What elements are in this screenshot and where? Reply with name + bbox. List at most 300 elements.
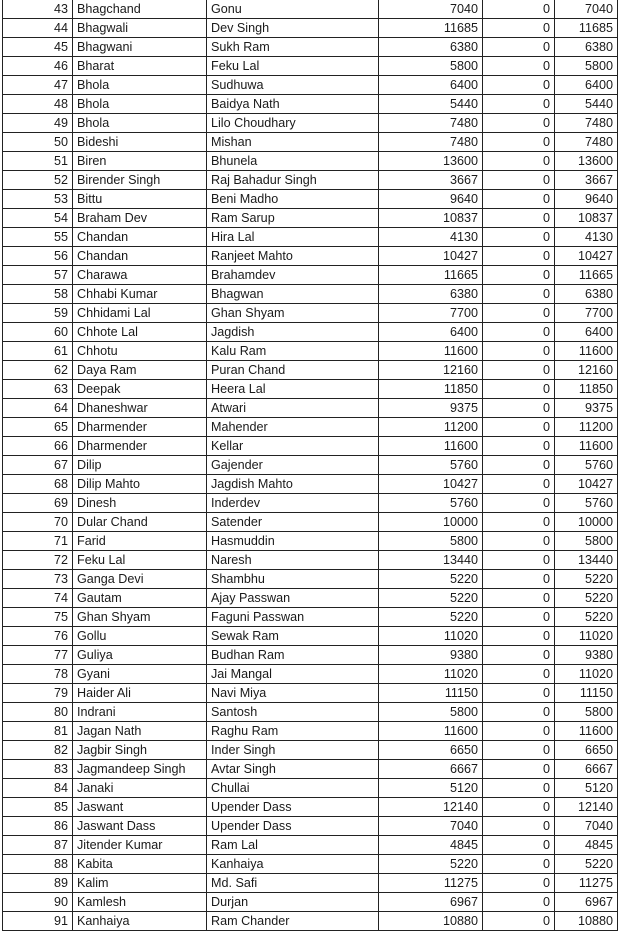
deduction-cell: 0 [483, 817, 555, 836]
deduction-cell: 0 [483, 171, 555, 190]
table-row [3, 76, 618, 95]
father-name-cell: Beni Madho [207, 190, 379, 209]
deduction-cell: 0 [483, 589, 555, 608]
father-name-cell: Bhagwan [207, 285, 379, 304]
father-name-cell: Raj Bahadur Singh [207, 171, 379, 190]
table-row [3, 0, 618, 19]
deduction-cell: 0 [483, 247, 555, 266]
serial-cell: 57 [3, 266, 73, 285]
table-row [3, 399, 618, 418]
deduction-cell: 0 [483, 665, 555, 684]
father-name-cell: Md. Safi [207, 874, 379, 893]
serial-cell: 83 [3, 760, 73, 779]
name-cell: Gollu [73, 627, 207, 646]
deduction-cell: 0 [483, 494, 555, 513]
table-row [3, 304, 618, 323]
table-row [3, 760, 618, 779]
name-cell: Deepak [73, 380, 207, 399]
net-amount-cell: 5220 [555, 608, 618, 627]
table-row [3, 342, 618, 361]
net-amount-cell: 12140 [555, 798, 618, 817]
name-cell: Farid [73, 532, 207, 551]
deduction-cell: 0 [483, 38, 555, 57]
father-name-cell: Raghu Ram [207, 722, 379, 741]
name-cell: Bhola [73, 76, 207, 95]
serial-cell: 43 [3, 0, 73, 19]
father-name-cell: Ram Chander [207, 912, 379, 931]
net-amount-cell: 12160 [555, 361, 618, 380]
net-amount-cell: 5800 [555, 532, 618, 551]
table-row [3, 95, 618, 114]
net-amount-cell: 6400 [555, 323, 618, 342]
net-amount-cell: 4130 [555, 228, 618, 247]
father-name-cell: Bhunela [207, 152, 379, 171]
father-name-cell: Ranjeet Mahto [207, 247, 379, 266]
deduction-cell: 0 [483, 209, 555, 228]
net-amount-cell: 6400 [555, 76, 618, 95]
serial-cell: 59 [3, 304, 73, 323]
amount-cell: 5760 [379, 494, 483, 513]
table-row [3, 266, 618, 285]
father-name-cell: Ajay Passwan [207, 589, 379, 608]
serial-cell: 52 [3, 171, 73, 190]
name-cell: Dinesh [73, 494, 207, 513]
name-cell: Chhote Lal [73, 323, 207, 342]
deduction-cell: 0 [483, 570, 555, 589]
table-row [3, 285, 618, 304]
net-amount-cell: 9380 [555, 646, 618, 665]
amount-cell: 11600 [379, 437, 483, 456]
serial-cell: 54 [3, 209, 73, 228]
amount-cell: 10427 [379, 247, 483, 266]
net-amount-cell: 11600 [555, 342, 618, 361]
table-row [3, 836, 618, 855]
table-row [3, 513, 618, 532]
father-name-cell: Satender [207, 513, 379, 532]
serial-cell: 89 [3, 874, 73, 893]
net-amount-cell: 6667 [555, 760, 618, 779]
name-cell: Feku Lal [73, 551, 207, 570]
name-cell: Jaswant [73, 798, 207, 817]
serial-cell: 77 [3, 646, 73, 665]
table-row [3, 247, 618, 266]
serial-cell: 68 [3, 475, 73, 494]
serial-cell: 56 [3, 247, 73, 266]
deduction-cell: 0 [483, 627, 555, 646]
serial-cell: 46 [3, 57, 73, 76]
deduction-cell: 0 [483, 646, 555, 665]
father-name-cell: Ghan Shyam [207, 304, 379, 323]
net-amount-cell: 7480 [555, 114, 618, 133]
deduction-cell: 0 [483, 760, 555, 779]
deduction-cell: 0 [483, 684, 555, 703]
deduction-cell: 0 [483, 304, 555, 323]
father-name-cell: Santosh [207, 703, 379, 722]
table-row [3, 779, 618, 798]
net-amount-cell: 9640 [555, 190, 618, 209]
deduction-cell: 0 [483, 513, 555, 532]
net-amount-cell: 10000 [555, 513, 618, 532]
table-row [3, 475, 618, 494]
deduction-cell: 0 [483, 361, 555, 380]
deduction-cell: 0 [483, 266, 555, 285]
table-row [3, 532, 618, 551]
amount-cell: 11150 [379, 684, 483, 703]
name-cell: Jagan Nath [73, 722, 207, 741]
father-name-cell: Durjan [207, 893, 379, 912]
table-row [3, 19, 618, 38]
serial-cell: 47 [3, 76, 73, 95]
father-name-cell: Feku Lal [207, 57, 379, 76]
name-cell: Jagmandeep Singh [73, 760, 207, 779]
serial-cell: 73 [3, 570, 73, 589]
name-cell: Braham Dev [73, 209, 207, 228]
serial-cell: 70 [3, 513, 73, 532]
net-amount-cell: 7480 [555, 133, 618, 152]
serial-cell: 55 [3, 228, 73, 247]
name-cell: Gyani [73, 665, 207, 684]
father-name-cell: Jagdish [207, 323, 379, 342]
father-name-cell: Jagdish Mahto [207, 475, 379, 494]
deduction-cell: 0 [483, 114, 555, 133]
serial-cell: 85 [3, 798, 73, 817]
amount-cell: 11665 [379, 266, 483, 285]
amount-cell: 12140 [379, 798, 483, 817]
name-cell: Bhola [73, 114, 207, 133]
serial-cell: 58 [3, 285, 73, 304]
amount-cell: 6380 [379, 285, 483, 304]
name-cell: Kalim [73, 874, 207, 893]
deduction-cell: 0 [483, 76, 555, 95]
net-amount-cell: 11020 [555, 627, 618, 646]
table-row [3, 437, 618, 456]
deduction-cell: 0 [483, 798, 555, 817]
net-amount-cell: 5440 [555, 95, 618, 114]
deduction-cell: 0 [483, 228, 555, 247]
deduction-cell: 0 [483, 399, 555, 418]
net-amount-cell: 5220 [555, 855, 618, 874]
father-name-cell: Brahamdev [207, 266, 379, 285]
serial-cell: 64 [3, 399, 73, 418]
table-row [3, 323, 618, 342]
father-name-cell: Jai Mangal [207, 665, 379, 684]
deduction-cell: 0 [483, 418, 555, 437]
table-row [3, 855, 618, 874]
amount-cell: 6400 [379, 323, 483, 342]
amount-cell: 6380 [379, 38, 483, 57]
table-row [3, 152, 618, 171]
father-name-cell: Lilo Choudhary [207, 114, 379, 133]
amount-cell: 5800 [379, 703, 483, 722]
name-cell: Bhagchand [73, 0, 207, 19]
amount-cell: 11020 [379, 665, 483, 684]
name-cell: Dharmender [73, 437, 207, 456]
deduction-cell: 0 [483, 532, 555, 551]
name-cell: Chhabi Kumar [73, 285, 207, 304]
net-amount-cell: 10427 [555, 247, 618, 266]
serial-cell: 84 [3, 779, 73, 798]
amount-cell: 5760 [379, 456, 483, 475]
father-name-cell: Mishan [207, 133, 379, 152]
name-cell: Indrani [73, 703, 207, 722]
table-row [3, 741, 618, 760]
deduction-cell: 0 [483, 342, 555, 361]
name-cell: Ganga Devi [73, 570, 207, 589]
table-row [3, 209, 618, 228]
serial-cell: 80 [3, 703, 73, 722]
father-name-cell: Mahender [207, 418, 379, 437]
serial-cell: 49 [3, 114, 73, 133]
net-amount-cell: 3667 [555, 171, 618, 190]
table-row [3, 190, 618, 209]
father-name-cell: Heera Lal [207, 380, 379, 399]
amount-cell: 6667 [379, 760, 483, 779]
serial-cell: 76 [3, 627, 73, 646]
name-cell: Dhaneshwar [73, 399, 207, 418]
table-row [3, 361, 618, 380]
table-row [3, 114, 618, 133]
net-amount-cell: 11685 [555, 19, 618, 38]
net-amount-cell: 11020 [555, 665, 618, 684]
amount-cell: 11850 [379, 380, 483, 399]
table-row [3, 817, 618, 836]
amount-cell: 10000 [379, 513, 483, 532]
net-amount-cell: 5800 [555, 57, 618, 76]
net-amount-cell: 4845 [555, 836, 618, 855]
deduction-cell: 0 [483, 456, 555, 475]
deduction-cell: 0 [483, 722, 555, 741]
amount-cell: 5220 [379, 589, 483, 608]
net-amount-cell: 11850 [555, 380, 618, 399]
name-cell: Chhotu [73, 342, 207, 361]
father-name-cell: Sukh Ram [207, 38, 379, 57]
net-amount-cell: 11150 [555, 684, 618, 703]
serial-cell: 63 [3, 380, 73, 399]
table-row [3, 133, 618, 152]
serial-cell: 48 [3, 95, 73, 114]
deduction-cell: 0 [483, 779, 555, 798]
amount-cell: 9380 [379, 646, 483, 665]
table-row [3, 627, 618, 646]
table-row [3, 57, 618, 76]
name-cell: Jagbir Singh [73, 741, 207, 760]
name-cell: Dharmender [73, 418, 207, 437]
deduction-cell: 0 [483, 893, 555, 912]
name-cell: Bharat [73, 57, 207, 76]
father-name-cell: Budhan Ram [207, 646, 379, 665]
amount-cell: 11600 [379, 342, 483, 361]
table-row [3, 171, 618, 190]
father-name-cell: Atwari [207, 399, 379, 418]
serial-cell: 53 [3, 190, 73, 209]
amount-cell: 10837 [379, 209, 483, 228]
serial-cell: 86 [3, 817, 73, 836]
name-cell: Birender Singh [73, 171, 207, 190]
father-name-cell: Upender Dass [207, 798, 379, 817]
net-amount-cell: 6650 [555, 741, 618, 760]
table-row [3, 418, 618, 437]
father-name-cell: Gajender [207, 456, 379, 475]
name-cell: Bhola [73, 95, 207, 114]
deduction-cell: 0 [483, 836, 555, 855]
serial-cell: 65 [3, 418, 73, 437]
net-amount-cell: 11600 [555, 722, 618, 741]
serial-cell: 90 [3, 893, 73, 912]
net-amount-cell: 11275 [555, 874, 618, 893]
name-cell: Jaswant Dass [73, 817, 207, 836]
deduction-cell: 0 [483, 912, 555, 931]
deduction-cell: 0 [483, 380, 555, 399]
net-amount-cell: 5120 [555, 779, 618, 798]
deduction-cell: 0 [483, 551, 555, 570]
father-name-cell: Avtar Singh [207, 760, 379, 779]
serial-cell: 44 [3, 19, 73, 38]
name-cell: Chhidami Lal [73, 304, 207, 323]
serial-cell: 62 [3, 361, 73, 380]
net-amount-cell: 5220 [555, 589, 618, 608]
name-cell: Ghan Shyam [73, 608, 207, 627]
net-amount-cell: 5760 [555, 494, 618, 513]
serial-cell: 75 [3, 608, 73, 627]
name-cell: Bideshi [73, 133, 207, 152]
net-amount-cell: 7040 [555, 817, 618, 836]
table-row [3, 722, 618, 741]
deduction-cell: 0 [483, 703, 555, 722]
serial-cell: 74 [3, 589, 73, 608]
name-cell: Bittu [73, 190, 207, 209]
amount-cell: 4845 [379, 836, 483, 855]
father-name-cell: Sewak Ram [207, 627, 379, 646]
net-amount-cell: 9375 [555, 399, 618, 418]
father-name-cell: Hira Lal [207, 228, 379, 247]
serial-cell: 50 [3, 133, 73, 152]
name-cell: Kabita [73, 855, 207, 874]
amount-cell: 11200 [379, 418, 483, 437]
deduction-cell: 0 [483, 152, 555, 171]
name-cell: Janaki [73, 779, 207, 798]
father-name-cell: Puran Chand [207, 361, 379, 380]
amount-cell: 7040 [379, 817, 483, 836]
table-row [3, 874, 618, 893]
net-amount-cell: 6380 [555, 38, 618, 57]
father-name-cell: Gonu [207, 0, 379, 19]
net-amount-cell: 6967 [555, 893, 618, 912]
name-cell: Kanhaiya [73, 912, 207, 931]
net-amount-cell: 5800 [555, 703, 618, 722]
deduction-cell: 0 [483, 608, 555, 627]
deduction-cell: 0 [483, 285, 555, 304]
net-amount-cell: 11200 [555, 418, 618, 437]
deduction-cell: 0 [483, 475, 555, 494]
deduction-cell: 0 [483, 323, 555, 342]
deduction-cell: 0 [483, 190, 555, 209]
name-cell: Charawa [73, 266, 207, 285]
amount-cell: 5800 [379, 57, 483, 76]
father-name-cell: Dev Singh [207, 19, 379, 38]
net-amount-cell: 10427 [555, 475, 618, 494]
table-row [3, 703, 618, 722]
net-amount-cell: 13600 [555, 152, 618, 171]
serial-cell: 79 [3, 684, 73, 703]
table-row [3, 608, 618, 627]
net-amount-cell: 5220 [555, 570, 618, 589]
father-name-cell: Shambhu [207, 570, 379, 589]
father-name-cell: Kanhaiya [207, 855, 379, 874]
amount-cell: 11685 [379, 19, 483, 38]
father-name-cell: Kalu Ram [207, 342, 379, 361]
net-amount-cell: 11665 [555, 266, 618, 285]
table-body [3, 0, 618, 931]
amount-cell: 5440 [379, 95, 483, 114]
amount-cell: 12160 [379, 361, 483, 380]
table-row [3, 380, 618, 399]
serial-cell: 82 [3, 741, 73, 760]
net-amount-cell: 7700 [555, 304, 618, 323]
serial-cell: 45 [3, 38, 73, 57]
serial-cell: 78 [3, 665, 73, 684]
table-row [3, 551, 618, 570]
net-amount-cell: 11600 [555, 437, 618, 456]
amount-cell: 11600 [379, 722, 483, 741]
serial-cell: 72 [3, 551, 73, 570]
amount-cell: 5800 [379, 532, 483, 551]
amount-cell: 11020 [379, 627, 483, 646]
serial-cell: 51 [3, 152, 73, 171]
father-name-cell: Chullai [207, 779, 379, 798]
net-amount-cell: 10837 [555, 209, 618, 228]
amount-cell: 10427 [379, 475, 483, 494]
net-amount-cell: 10880 [555, 912, 618, 931]
amount-cell: 5220 [379, 608, 483, 627]
amount-cell: 6650 [379, 741, 483, 760]
father-name-cell: Faguni Passwan [207, 608, 379, 627]
deduction-cell: 0 [483, 437, 555, 456]
father-name-cell: Inder Singh [207, 741, 379, 760]
deduction-cell: 0 [483, 57, 555, 76]
payment-table [2, 0, 618, 931]
table-row [3, 798, 618, 817]
deduction-cell: 0 [483, 19, 555, 38]
name-cell: Dular Chand [73, 513, 207, 532]
amount-cell: 7040 [379, 0, 483, 19]
serial-cell: 87 [3, 836, 73, 855]
name-cell: Chandan [73, 247, 207, 266]
table-row [3, 684, 618, 703]
father-name-cell: Kellar [207, 437, 379, 456]
father-name-cell: Inderdev [207, 494, 379, 513]
table-row [3, 665, 618, 684]
amount-cell: 13440 [379, 551, 483, 570]
deduction-cell: 0 [483, 95, 555, 114]
table-row [3, 494, 618, 513]
serial-cell: 71 [3, 532, 73, 551]
serial-cell: 66 [3, 437, 73, 456]
serial-cell: 67 [3, 456, 73, 475]
amount-cell: 13600 [379, 152, 483, 171]
amount-cell: 9640 [379, 190, 483, 209]
net-amount-cell: 5760 [555, 456, 618, 475]
name-cell: Jitender Kumar [73, 836, 207, 855]
name-cell: Dilip Mahto [73, 475, 207, 494]
deduction-cell: 0 [483, 0, 555, 19]
deduction-cell: 0 [483, 133, 555, 152]
serial-cell: 91 [3, 912, 73, 931]
amount-cell: 11275 [379, 874, 483, 893]
name-cell: Bhagwani [73, 38, 207, 57]
net-amount-cell: 6380 [555, 285, 618, 304]
net-amount-cell: 7040 [555, 0, 618, 19]
father-name-cell: Ram Lal [207, 836, 379, 855]
